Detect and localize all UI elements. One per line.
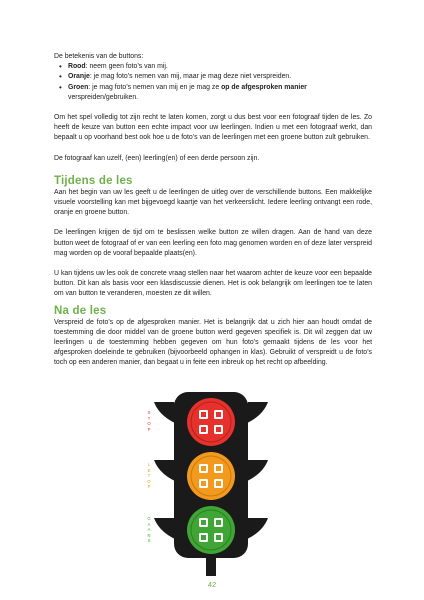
button-meaning-list bbox=[54, 62, 372, 103]
after-paragraph: Verspreid de foto’s op de afgesproken manier. Het is belangrijk dat u zich hier aan houdt omdat de toestemming die door middel van de groene button werd gegeven specifiek is. Dit wil zeggen dat uw leerlingen u de toestemming hebben gegeven om hun foto’s gemaakt tijdens de les voor het afgesproken doeleinde te gebruiken (bijvoorbeeld ophangen in klas). Gebruikt of verspreidt u de foto’s toch op een anderen manier, dan begaat u in feite een inbreuk op het recht op afbeelding. bbox=[54, 318, 372, 367]
side-letter: A bbox=[147, 527, 151, 533]
side-letter: P bbox=[147, 426, 151, 432]
during-paragraph-1: Aan het begin van uw les geeft u de leerlingen de uitleg over de verschillende buttons. Een makkelijke visuele voorstelling kan met bijgevoegd kaartje van het verkeerslicht. Iedere leerling ontvangt een rode, oranje en groene button. bbox=[54, 188, 372, 217]
during-paragraph-3: U kan tijdens uw les ook de concrete vraag stellen naar het waarom achter de keuze voor een bepaalde button. Dit kan als basis voor een klasdiscussie dienen. Het is ook belangrijk om leerlingen toe te laten om van button te veranderen, moesten ze dit willen. bbox=[54, 270, 372, 298]
buttons-lead: De betekenis van de buttons: bbox=[54, 53, 144, 60]
side-letter: G bbox=[147, 516, 151, 521]
document-body bbox=[54, 52, 372, 369]
during-paragraph-2: De leerlingen krijgen de tijd om te beslissen welke button ze willen dragen. Aan de hand van deze button weet de fotograaf of er van een leerling een foto mag genomen worden en of deze later verspreid mag worden op de vooraf bepaalde plaats(en). bbox=[54, 229, 372, 257]
side-letter: A bbox=[147, 521, 151, 527]
red-light bbox=[187, 398, 235, 446]
side-letters-stop bbox=[146, 410, 152, 432]
traffic-light-illustration bbox=[146, 388, 276, 576]
side-letter: P bbox=[147, 484, 151, 490]
side-letter: N bbox=[147, 532, 151, 538]
green-light bbox=[187, 506, 235, 554]
side-letters-let-op bbox=[146, 462, 152, 490]
side-letter: T bbox=[147, 415, 151, 421]
heading-after-lesson: Na de les bbox=[54, 304, 107, 317]
page-number: 42 bbox=[207, 580, 217, 589]
side-letter: S bbox=[147, 410, 151, 415]
side-letter: O bbox=[147, 478, 151, 484]
list-item-red: • Rood: neem geen foto’s van mij. bbox=[68, 62, 372, 72]
photographer-who-paragraph: De fotograaf kan uzelf, (een) leerling(en) of een derde persoon zijn. bbox=[54, 154, 260, 162]
photographer-paragraph: Om het spel volledig tot zijn recht te laten komen, zorgt u dus best voor een fotograaf tijden de les. Zo heeft de keuze van button een echte impact voor uw leerlingen. Indien u met een fotograaf werkt, dan bepaalt u op voorhand best ook hoe u de foto’s van de leerlingen met een groene button zult gebruiken. bbox=[54, 114, 372, 142]
side-letters-gaan bbox=[146, 516, 152, 544]
side-letter: E bbox=[147, 467, 151, 473]
list-item-green: • Groen: je mag foto’s nemen van mij en je mag ze op de afgesproken manier verspreiden/gebruiken. bbox=[68, 83, 372, 103]
side-letter: T bbox=[147, 473, 151, 479]
side-letter: O bbox=[147, 421, 151, 427]
side-letter: S bbox=[147, 538, 151, 544]
side-letter: L bbox=[147, 462, 151, 467]
traffic-light-svg bbox=[146, 388, 276, 576]
list-item-orange: • Oranje: je mag foto’s nemen van mij, maar je mag deze niet verspreiden. bbox=[68, 72, 372, 82]
heading-during-lesson: Tijdens de les bbox=[54, 174, 133, 187]
orange-light bbox=[187, 452, 235, 500]
